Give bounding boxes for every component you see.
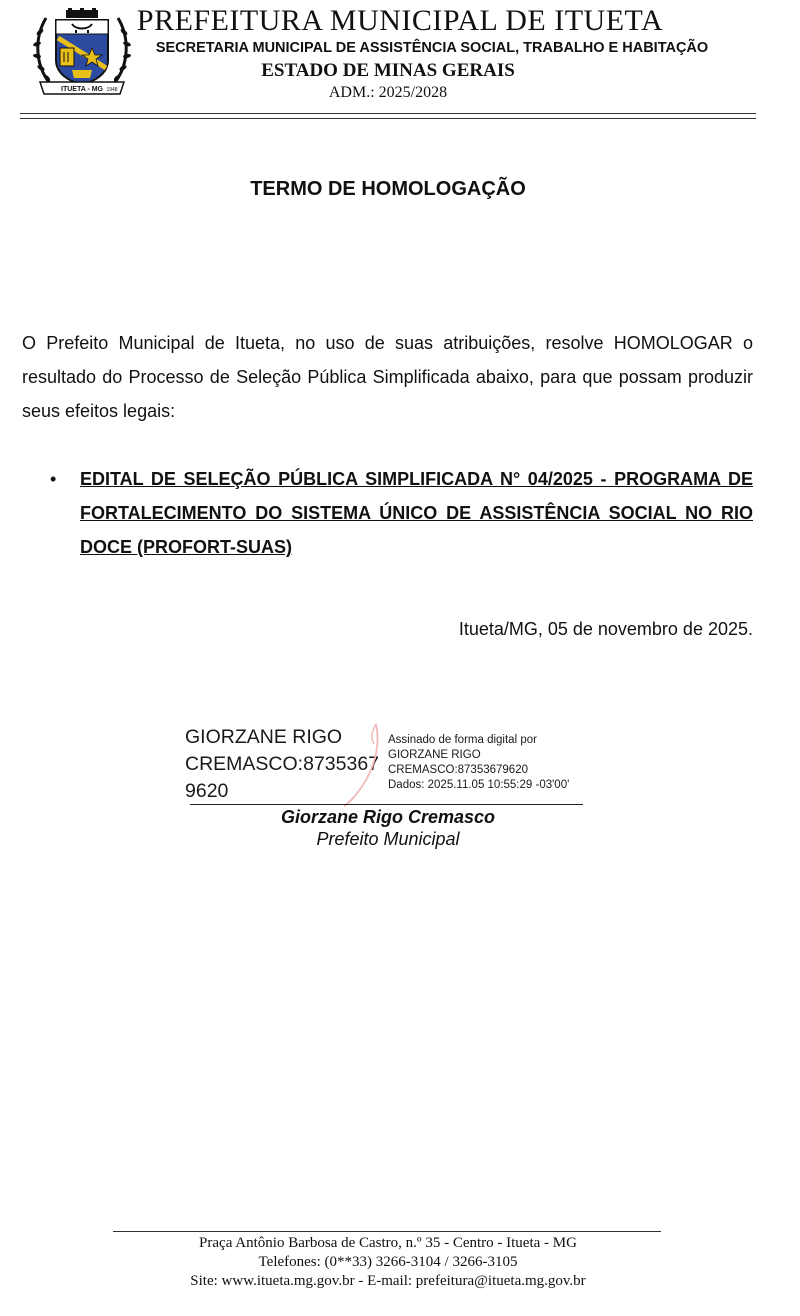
homologation-paragraph: O Prefeito Municipal de Itueta, no uso de suas atribuições, resolve HOMOLOGAR o resultado do Processo de Seleção Pública Simplificada abaixo, para que possam produzir seus efeitos legais: xyxy=(22,333,753,421)
state-name: ESTADO DE MINAS GERAIS xyxy=(261,60,515,81)
signature-meta-line: GIORZANE RIGO xyxy=(388,749,481,761)
signature-name-line: GIORZANE RIGO xyxy=(185,726,343,748)
bullet-marker: • xyxy=(50,469,57,489)
header-rule-bottom xyxy=(20,118,756,119)
signature-meta-line: Assinado de forma digital por xyxy=(388,734,537,746)
edital-item: EDITAL DE SELEÇÃO PÚBLICA SIMPLIFICADA N° 04/2025 - PROGRAMA DE FORTALECIMENTO DO SISTEMA ÚNICO DE ASSISTÊNCIA SOCIAL NO RIO DOCE (PROFORT-SUAS) xyxy=(80,469,753,557)
signer-role: Prefeito Municipal xyxy=(316,829,460,849)
header-rule-top xyxy=(20,113,756,114)
signature-meta-line: Dados: 2025.11.05 10:55:29 -03'00' xyxy=(388,779,570,791)
signer-printed-name: Giorzane Rigo Cremasco xyxy=(280,807,496,827)
digital-signature-details xyxy=(388,733,598,793)
signature-line xyxy=(190,804,583,805)
administration-term: ADM.: 2025/2028 xyxy=(328,84,448,101)
signature-stroke xyxy=(336,722,396,808)
crest-banner-text: ITUETA - MG xyxy=(61,86,103,93)
signature-name-line: 9620 xyxy=(185,780,229,802)
footer-rule xyxy=(113,1231,661,1232)
place-date: Itueta/MG, 05 de novembro de 2025. xyxy=(458,619,753,639)
crest-founded-year: 1948 xyxy=(106,87,118,93)
municipality-title: PREFEITURA MUNICIPAL DE ITUETA xyxy=(136,4,664,37)
signature-name-line: CREMASCO:8735367 xyxy=(185,753,380,775)
document-title: TERMO DE HOMOLOGAÇÃO xyxy=(250,178,526,200)
footer-site-email: Site: www.itueta.mg.gov.br - E-mail: prefeitura@itueta.mg.gov.br xyxy=(190,1273,586,1289)
footer-phones: Telefones: (0**33) 3266-3104 / 3266-3105 xyxy=(258,1254,518,1270)
secretariat-name: SECRETARIA MUNICIPAL DE ASSISTÊNCIA SOCIAL, TRABALHO E HABITAÇÃO xyxy=(155,40,709,56)
footer-address: Praça Antônio Barbosa de Castro, n.º 35 - Centro - Itueta - MG xyxy=(199,1235,577,1251)
signature-meta-line: CREMASCO:87353679620 xyxy=(388,764,528,776)
